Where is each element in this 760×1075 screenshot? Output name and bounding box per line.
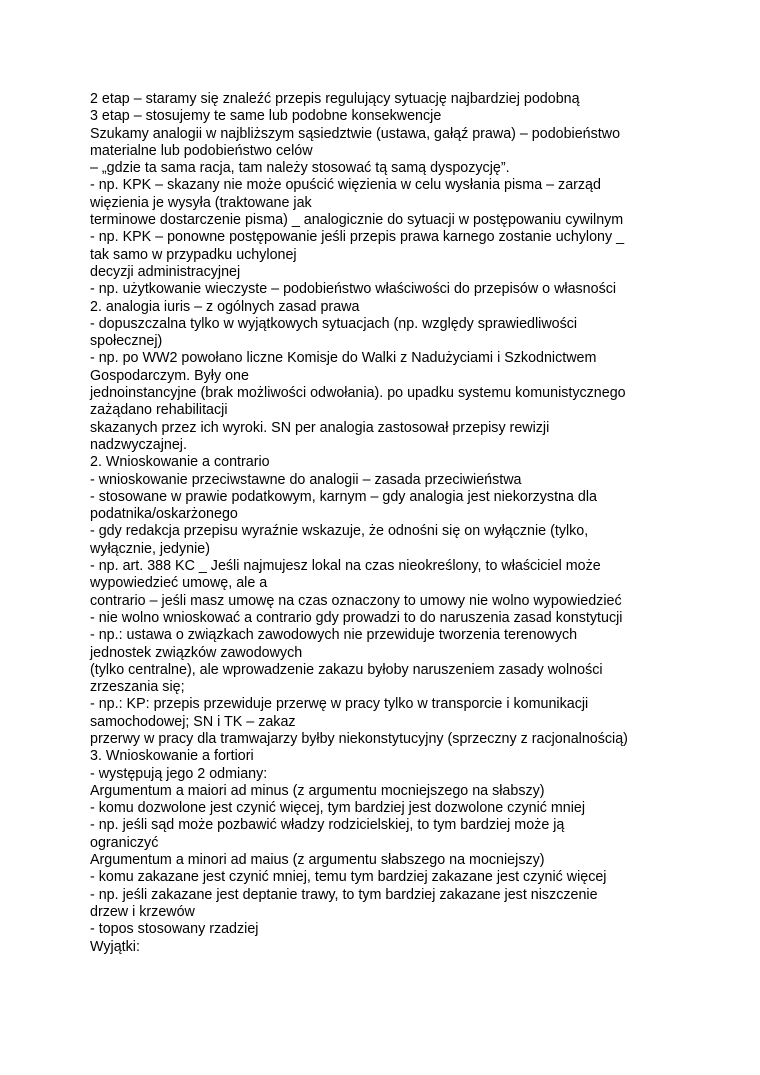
- text-line: tak samo w przypadku uchylonej: [90, 246, 297, 263]
- text-line: Szukamy analogii w najbliższym sąsiedztwie (ustawa, gałąź prawa) – podobieństwo: [90, 125, 621, 142]
- text-line: 2 etap – staramy się znaleźć przepis regulujący sytuację najbardziej podobną: [90, 91, 580, 107]
- text-line: - np. art. 388 KC _ Jeśli najmujesz lokal na czas nieokreślony, to właściciel może: [90, 558, 601, 575]
- text-line: - np. KPK – ponowne postępowanie jeśli przepis prawa karnego zostanie uchylony _: [90, 229, 625, 246]
- text-line: Wyjątki:: [90, 938, 140, 955]
- text-line: zażądano rehabilitacji: [90, 402, 228, 419]
- text-line: społecznej): [90, 333, 163, 350]
- text-line: - np. użytkowanie wieczyste – podobieństwo właściwości do przepisów o własności: [90, 281, 617, 298]
- text-line: materialne lub podobieństwo celów: [90, 142, 313, 159]
- text-line: - np.: KP: przepis przewiduje przerwę w pracy tylko w transporcie i komunikacji: [90, 696, 589, 713]
- text-line: - topos stosowany rzadziej: [90, 921, 259, 938]
- text-line: - dopuszczalna tylko w wyjątkowych sytuacjach (np. względy sprawiedliwości: [90, 315, 578, 332]
- document-text: [90, 91, 680, 956]
- text-line: - komu zakazane jest czynić mniej, temu tym bardziej zakazane jest czynić więcej: [90, 869, 607, 886]
- text-line: 3 etap – stosujemy te same lub podobne konsekwencje: [90, 108, 442, 125]
- text-line: wypowiedzieć umowę, ale a: [90, 575, 268, 592]
- text-line: decyzji administracyjnej: [90, 263, 241, 280]
- text-line: zrzeszania się;: [90, 679, 185, 696]
- text-line: - nie wolno wnioskować a contrario gdy prowadzi to do naruszenia zasad konstytucji: [90, 609, 623, 626]
- text-line: drzew i krzewów: [90, 903, 195, 920]
- text-line: 3. Wnioskowanie a fortiori: [90, 748, 254, 765]
- text-line: terminowe dostarczenie pisma) _ analogicznie do sytuacji w postępowaniu cywilnym: [90, 212, 624, 229]
- text-line: - gdy redakcja przepisu wyraźnie wskazuje, że odnośni się on wyłącznie (tylko,: [90, 523, 589, 540]
- text-line: - komu dozwolone jest czynić więcej, tym bardziej jest dozwolone czynić mniej: [90, 800, 586, 817]
- text-line: jednostek związków zawodowych: [90, 644, 303, 661]
- text-line: - występują jego 2 odmiany:: [90, 765, 268, 782]
- text-line: skazanych przez ich wyroki. SN per analogia zastosował przepisy rewizji: [90, 419, 550, 436]
- text-line: 2. Wnioskowanie a contrario: [90, 454, 270, 471]
- text-line: contrario – jeśli masz umowę na czas oznaczony to umowy nie wolno wypowiedzieć: [90, 592, 622, 609]
- text-line: (tylko centralne), ale wprowadzenie zakazu byłoby naruszeniem zasady wolności: [90, 661, 603, 678]
- text-line: przerwy w pracy dla tramwajarzy byłby niekonstytucyjny (sprzeczny z racjonalnością): [90, 730, 628, 747]
- text-line: - stosowane w prawie podatkowym, karnym – gdy analogia jest niekorzystna dla: [90, 488, 597, 505]
- text-line: podatnika/oskarżonego: [90, 506, 238, 523]
- text-line: Gospodarczym. Były one: [90, 367, 249, 384]
- text-line: samochodowej; SN i TK – zakaz: [90, 713, 296, 730]
- text-line: ograniczyć: [90, 834, 159, 851]
- text-line: Argumentum a maiori ad minus (z argumentu mocniejszego na słabszy): [90, 782, 545, 799]
- text-line: więzienia je wysyła (traktowane jak: [90, 194, 312, 211]
- text-line: - np. jeśli sąd może pozbawić władzy rodzicielskiej, to tym bardziej może ją: [90, 817, 565, 834]
- text-line: - np.: ustawa o związkach zawodowych nie przewiduje tworzenia terenowych: [90, 627, 578, 644]
- text-line: - np. po WW2 powołano liczne Komisje do Walki z Nadużyciami i Szkodnictwem: [90, 350, 597, 367]
- text-line: - wnioskowanie przeciwstawne do analogii – zasada przeciwieństwa: [90, 471, 522, 488]
- text-line: - np. KPK – skazany nie może opuścić więzienia w celu wysłania pisma – zarząd: [90, 177, 601, 194]
- text-line: Argumentum a minori ad maius (z argumentu słabszego na mocniejszy): [90, 852, 545, 869]
- text-line: wyłącznie, jedynie): [90, 540, 210, 557]
- text-line: - np. jeśli zakazane jest deptanie trawy, to tym bardziej zakazane jest niszczenie: [90, 886, 598, 903]
- text-line: nadzwyczajnej.: [90, 436, 187, 453]
- text-line: 2. analogia iuris – z ogólnych zasad prawa: [90, 298, 360, 315]
- text-line: jednoinstancyjne (brak możliwości odwołania). po upadku systemu komunistycznego: [90, 385, 626, 402]
- text-line: – „gdzie ta sama racja, tam należy stosować tą samą dyspozycję”.: [90, 160, 510, 177]
